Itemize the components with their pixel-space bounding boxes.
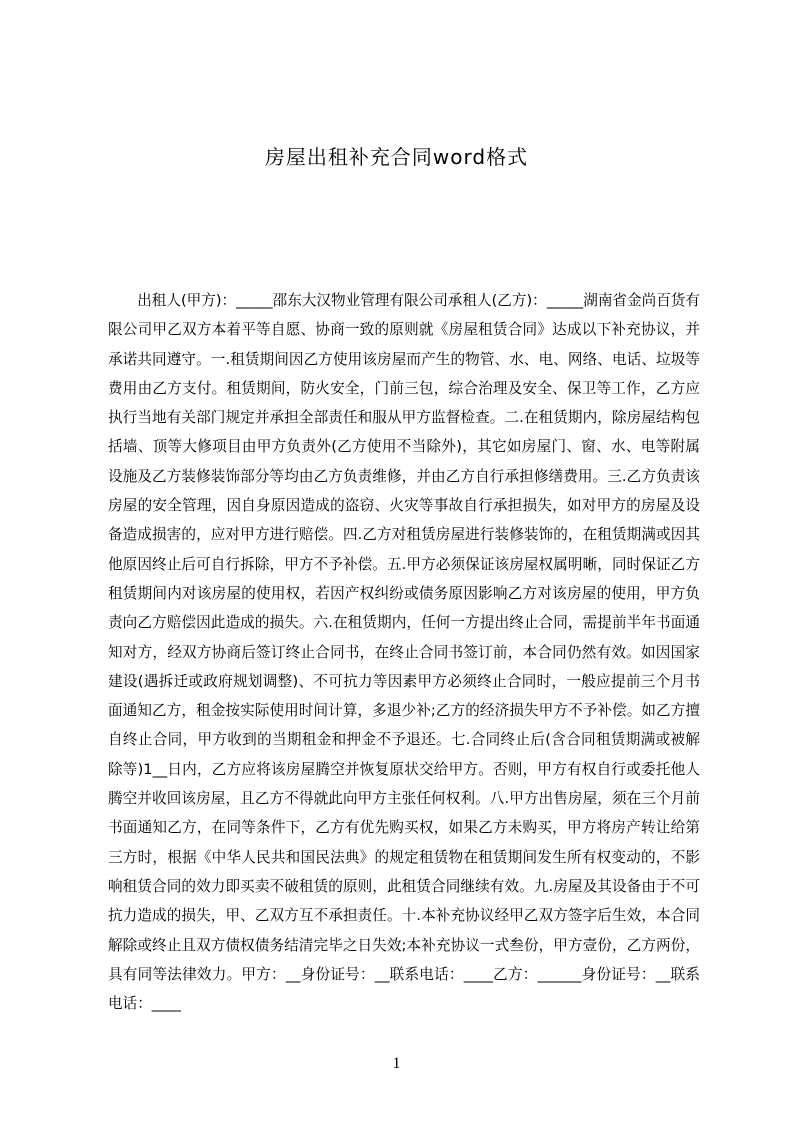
document-title: 房屋出租补充合同word格式 (264, 145, 529, 169)
contract-body-paragraph: 出租人(甲方)：_____邵东大汉物业管理有限公司承租人(乙方)：_____湖南省金尚百货有限公司甲乙双方本着平等自愿、协商一致的原则就《房屋租赁合同》达成以下补充协议，并承诺共同遵守。一.租赁期间因乙方使用该房屋而产生的物管、水、电、网络、电话、垃圾等费用由乙方支付。租赁期间，防火安全，门前三包，综合治理及安全、保卫等工作，乙方应执行当地有关部门规定并承担全部责任和服从甲方监督检查。二.在租赁期内，除房屋结构包括墙、顶等大修项目由甲方负责外(乙方使用不当除外)，其它如房屋门、窗、水、电等附属设施及乙方装修装饰部分等均由乙方负责维修，并由乙方自行承担修缮费用。三.乙方负责该房屋的安全管理，因自身原因造成的盗窃、火灾等事故自行承担损失，如对甲方的房屋及设备造成损害的，应对甲方进行赔偿。四.乙方对租赁房屋进行装修装饰的，在租赁期满或因其他原因终止后可自行拆除，甲方不予补偿。五.甲方必须保证该房屋权属明晰，同时保证乙方租赁期间内对该房屋的使用权，若因产权纠纷或债务原因影响乙方对该房屋的使用，甲方负责向乙方赔偿因此造成的损失。六.在租赁期内，任何一方提出终止合同，需提前半年书面通知对方，经双方协商后签订终止合同书，在终止合同书签订前，本合同仍然有效。如因国家建设(遇拆迁或政府规划调整)、不可抗力等因素甲方必须终止合同时，一般应提前三个月书面通知乙方，租金按实际使用时间计算，多退少补;乙方的经济损失甲方不予补偿。如乙方擅自终止合同，甲方收到的当期租金和押金不予退还。七.合同终止后(含合同租赁期满或被解除等)1__日内，乙方应将该房屋腾空并恢复原状交给甲方。否则，甲方有权自行或委托他人腾空并收回该房屋，且乙方不得就此向甲方主张任何权利。八.甲方出售房屋，须在三个月前书面通知乙方，在同等条件下，乙方有优先购买权，如果乙方未购买，甲方将房产转让给第三方时，根据《中华人民共和国民法典》的规定租赁物在租赁期间发生所有权变动的，不影响租赁合同的效力即买卖不破租赁的原则，此租赁合同继续有效。九.房屋及其设备由于不可抗力造成的损失，甲、乙双方互不承担责任。十.本补充协议经甲乙双方签字后生效，本合同解除或终止且双方债权债务结清完毕之日失效;本补充协议一式叁份，甲方壹份，乙方两份，具有同等法律效力。甲方：__身份证号：__联系电话：____乙方：______身份证号：__联系电话：____ (108, 292, 700, 1013)
page-number: 1 (392, 1055, 401, 1072)
